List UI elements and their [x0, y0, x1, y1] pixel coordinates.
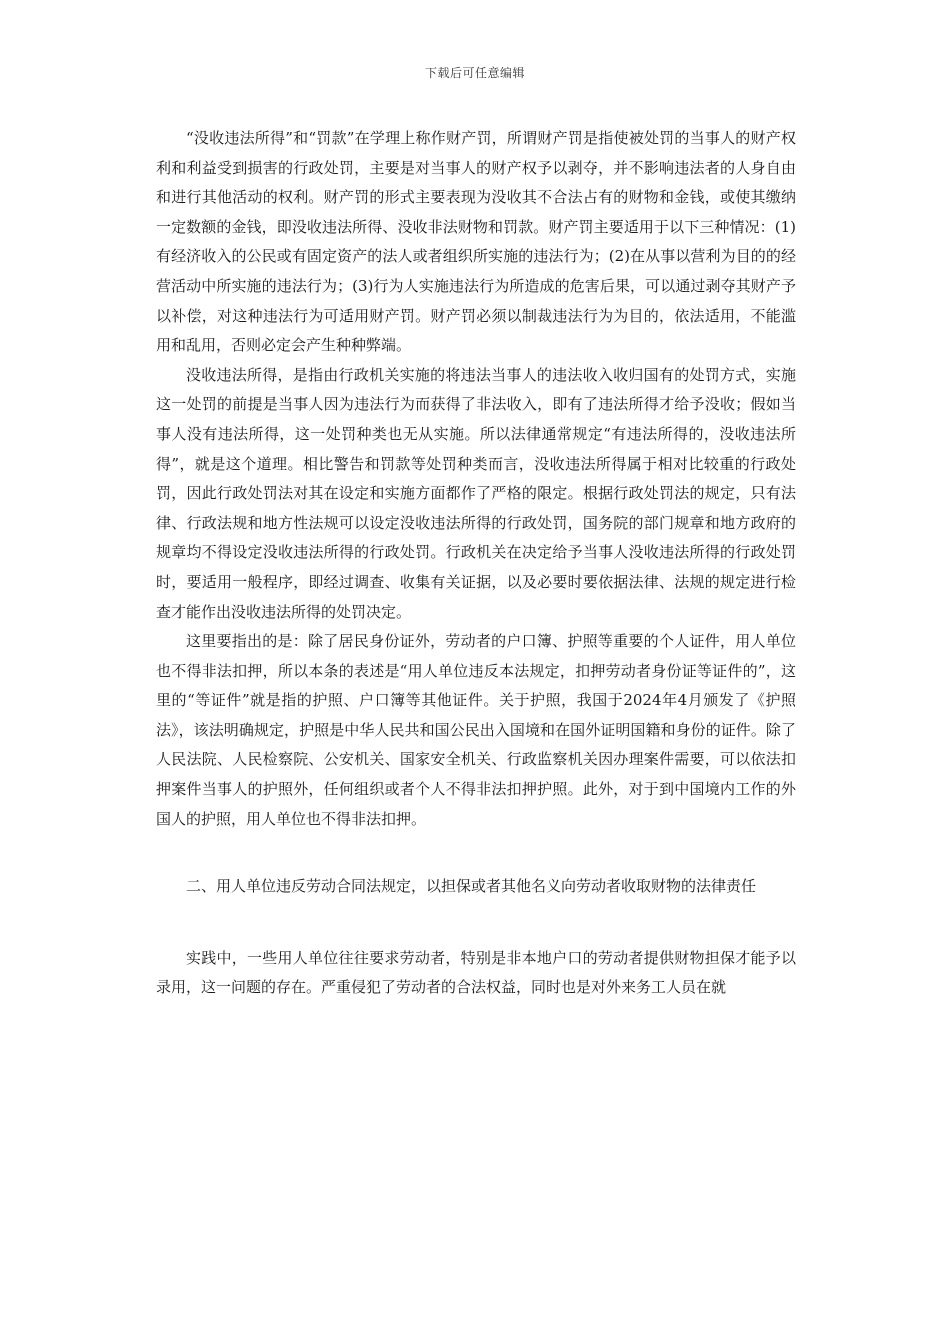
paragraph-property-penalty: “没收违法所得”和“罚款”在学理上称作财产罚，所谓财产罚是指使被处罚的当事人的财产权利和利益受到损害的行政处罚，主要是对当事人的财产权予以剥夺，并不影响违法者的人身自由和进行其他活动的权利。财产罚的形式主要表现为没收其不合法占有的财物和金钱，或使其缴纳一定数额的金钱，即没收违法所得、没收非法财物和罚款。财产罚主要适用于以下三种情况：(1)有经济收入的公民或有固定资产的法人或者组织所实施的违法行为；(2)在从事以营利为目的的经营活动中所实施的违法行为；(3)行为人实施违法行为所造成的危害后果，可以通过剥夺其财产予以补偿，对这种违法行为可适用财产罚。财产罚必须以制裁违法行为为目的，依法适用，不能滥用和乱用，否则必定会产生种种弊端。	[156, 129, 796, 355]
section-heading: 二、用人单位违反劳动合同法规定，以担保或者其他名义向劳动者收取财物的法律责任	[186, 877, 757, 896]
paragraph-practice: 实践中，一些用人单位往往要求劳动者，特别是非本地户口的劳动者提供财物担保才能予以录用，这一问题的存在。严重侵犯了劳动者的合法权益，同时也是对外来务工人员在就	[156, 948, 796, 997]
document-body	[156, 124, 796, 1003]
paragraph-confiscation: 没收违法所得，是指由行政机关实施的将违法当事人的违法收入收归国有的处罚方式，实施这一处罚的前提是当事人因为违法行为而获得了非法收入，即有了违法所得才给予没收；假如当事人没有违法所得，这一处罚种类也无从实施。所以法律通常规定“有违法所得的，没收违法所得”，就是这个道理。相比警告和罚款等处罚种类而言，没收违法所得属于相对比较重的行政处罚，因此行政处罚法对其在设定和实施方面都作了严格的限定。根据行政处罚法的规定，只有法律、行政法规和地方性法规可以设定没收违法所得的行政处罚，国务院的部门规章和地方政府的规章均不得设定没收违法所得的行政处罚。行政机关在决定给予当事人没收违法所得的行政处罚时，要适用一般程序，即经过调查、收集有关证据，以及必要时要依据法律、法规的规定进行检查才能作出没收违法所得的处罚决定。	[156, 365, 796, 621]
paragraph-documents: 这里要指出的是：除了居民身份证外，劳动者的户口簿、护照等重要的个人证件，用人单位也不得非法扣押，所以本条的表述是“用人单位违反本法规定，扣押劳动者身份证等证件的”，这里的“等证件”就是指的护照、户口簿等其他证件。关于护照，我国于2024年4月颁发了《护照法》，该法明确规定，护照是中华人民共和国公民出入国境和在国外证明国籍和身份的证件。除了人民法院、人民检察院、公安机关、国家安全机关、行政监察机关因办理案件需要，可以依法扣押案件当事人的护照外，任何组织或者个人不得非法扣押护照。此外，对于到中国境内工作的外国人的护照，用人单位也不得非法扣押。	[156, 632, 796, 828]
page-header-note: 下载后可任意编辑	[424, 66, 525, 80]
